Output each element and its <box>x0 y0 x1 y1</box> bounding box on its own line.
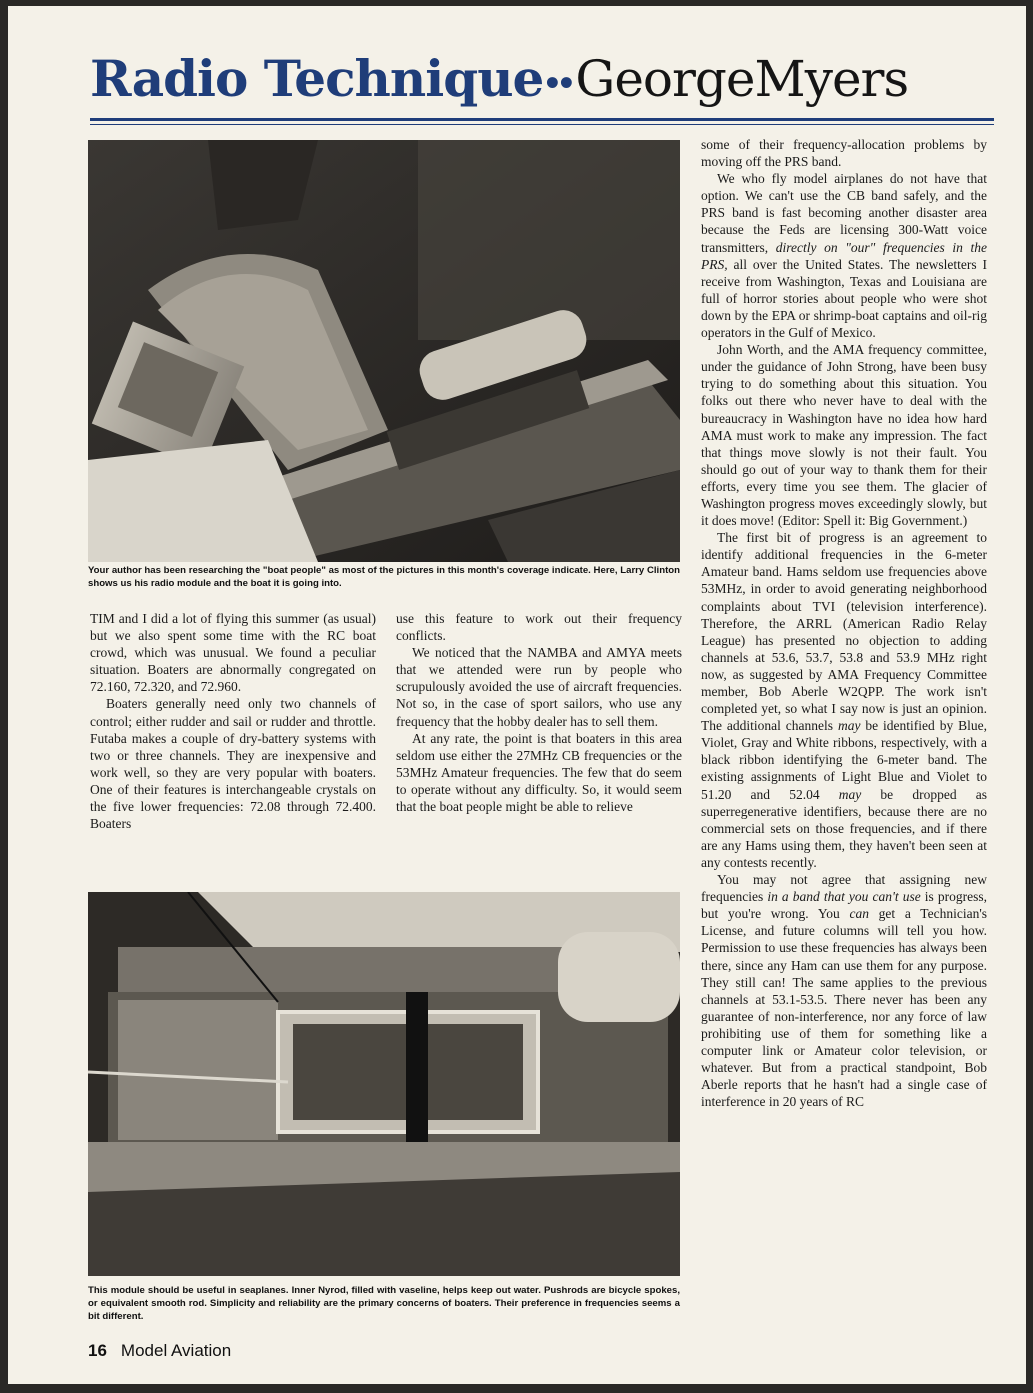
paragraph: TIM and I did a lot of flying this summer (as usual) but we also spent some time with the RC boat crowd, which was unusual. We found a peculiar situation. Boaters are abnormally congregated on 72.160, 72.320, and 72.960. <box>90 611 376 695</box>
paragraph <box>701 529 987 871</box>
text-run: We who fly model airplanes do not have that option. We can't use the CB band safely, and the PRS band is fast becoming another disaster area because the Feds are licensing 300-Watt voice transmitters, <box>701 171 987 255</box>
emphasis-text: in a band that you can't use <box>767 889 921 905</box>
paragraph <box>701 871 987 1110</box>
photo-radio-module-boat <box>88 140 680 562</box>
emphasis-text: may <box>837 718 861 734</box>
text-run: You may not agree that assigning new frequencies <box>701 872 987 905</box>
paragraph: some of their frequency-allocation problems by moving off the PRS band. <box>701 137 987 170</box>
photo-1-caption: Your author has been researching the "boat people" as most of the pictures in this month's coverage indicate. Here, Larry Clinton shows us his radio module and the boat it is going into. <box>88 565 680 589</box>
page-footer <box>88 1341 231 1361</box>
paragraph <box>701 170 987 341</box>
text-run: be dropped as superregenerative identifiers, because there are no commercial sets on those frequencies, and if there are any Hams using them, they haven't been seen at any contests recently. <box>701 786 987 870</box>
paragraph: At any rate, the point is that boaters in this area seldom use either the 27MHz CB frequencies or the 53MHz Amateur frequencies. The few that do seem to operate without any difficulty. So, it would seem that the boat people might be able to relieve <box>396 730 682 815</box>
paragraph: Boaters generally need only two channels of control; either rudder and sail or rudder and throttle. Futaba makes a couple of dry-battery systems with two or three channels. They are inexpensive and work well, so they are very popular with boaters. One of their features is interchangeable crystals on the five lower frequencies: 72.08 through 72.400. Boaters <box>90 696 376 832</box>
article-column-3 <box>701 136 987 1110</box>
photo-seaplane-module <box>88 892 680 1276</box>
emphasis-text: can <box>849 906 869 922</box>
section-title: Radio Technique <box>90 49 544 108</box>
article-column-1 <box>90 610 376 832</box>
paragraph: John Worth, and the AMA frequency committee, under the guidance of John Strong, have been busy trying to do something about this situation. You folks out there who never have to deal with the bureaucracy in Washington have no idea how hard AMA must work to make any impression. The fact that things move slowly is not their fault. You should go out of your way to thank them for their efforts, every time you see them. The glacier of Washington progress moves exceedingly slowly, but it does move! (Editor: Spell it: Big Government.) <box>701 342 987 529</box>
text-run: get a Technician's License, and future columns will tell you how. Permission to use these frequencies has always been there, since any Ham can use them for any purpose. They still can! The same applies to the previous channels at 53.1-53.5. There never has been any guarantee of non-interference, nor any force of law prohibiting use of them for something like a computer link or Amateur color television, or whatever. But from a practical standpoint, Bob Aberle reports that he hasn't had a single case of interference in 20 years of RC <box>701 906 988 1110</box>
article-column-2 <box>396 610 682 815</box>
author-name: GeorgeMyers <box>575 50 909 108</box>
title-separator: •• <box>545 60 574 105</box>
paragraph: use this feature to work out their frequency conflicts. <box>396 611 682 644</box>
photo-1-illustration <box>88 140 680 562</box>
heading-rule-thin <box>90 124 994 125</box>
photo-2-caption: This module should be useful in seaplanes. Inner Nyrod, filled with vaseline, helps keep out water. Pushrods are bicycle spokes, or equivalent smooth rod. Simplicity and reliability are the primary concerns of boaters. Their preference in frequencies seems a bit different. <box>88 1285 680 1322</box>
text-run: be identified by Blue, Violet, Gray and White ribbons, respectively, with a black ribbon identifying the 6-meter band. The existing assignments of Light Blue and Violet to 51.20 and 52.04 <box>701 718 987 802</box>
magazine-name: Model Aviation <box>120 1341 232 1360</box>
emphasis-text: directly on "our" frequencies in the PRS, <box>701 239 987 272</box>
column-heading <box>90 44 990 114</box>
photo-2-illustration <box>88 892 680 1276</box>
text-run: all over the United States. The newsletters I receive from Washington, Texas and Louisiana are full of horror stories about people who were shot down by the EPA or shrimp-boat captains and oil-rig operators in the Gulf of Mexico. <box>701 256 987 341</box>
text-run: is progress, but you're wrong. You <box>701 889 987 922</box>
page-number: 16 <box>88 1341 107 1360</box>
heading-rule-thick <box>90 118 994 121</box>
magazine-page <box>8 6 1026 1384</box>
paragraph: We noticed that the NAMBA and AMYA meets that we attended were run by people who scrupulously avoided the use of aircraft frequencies. Not so, in the case of sport sailors, who use any frequency that the hobby dealer has to sell them. <box>396 645 682 729</box>
text-run: The first bit of progress is an agreement to identify additional frequencies in the 6-meter Amateur band. Hams seldom use frequencies above 53MHz, in order to avoid generating neighborhood complaints about TVI (television interference). Therefore, the ARRL (American Radio Relay League) has presented no objection to adding channels at 53.6, 53.7, 53.8 and 53.9 MHz right now, as suggested by AMA Frequency Committee member, Bob Aberle W2QPP. The work isn't completed yet, so what I say now is just an opinion. The additional channels <box>701 530 987 734</box>
emphasis-text: may <box>838 786 862 802</box>
